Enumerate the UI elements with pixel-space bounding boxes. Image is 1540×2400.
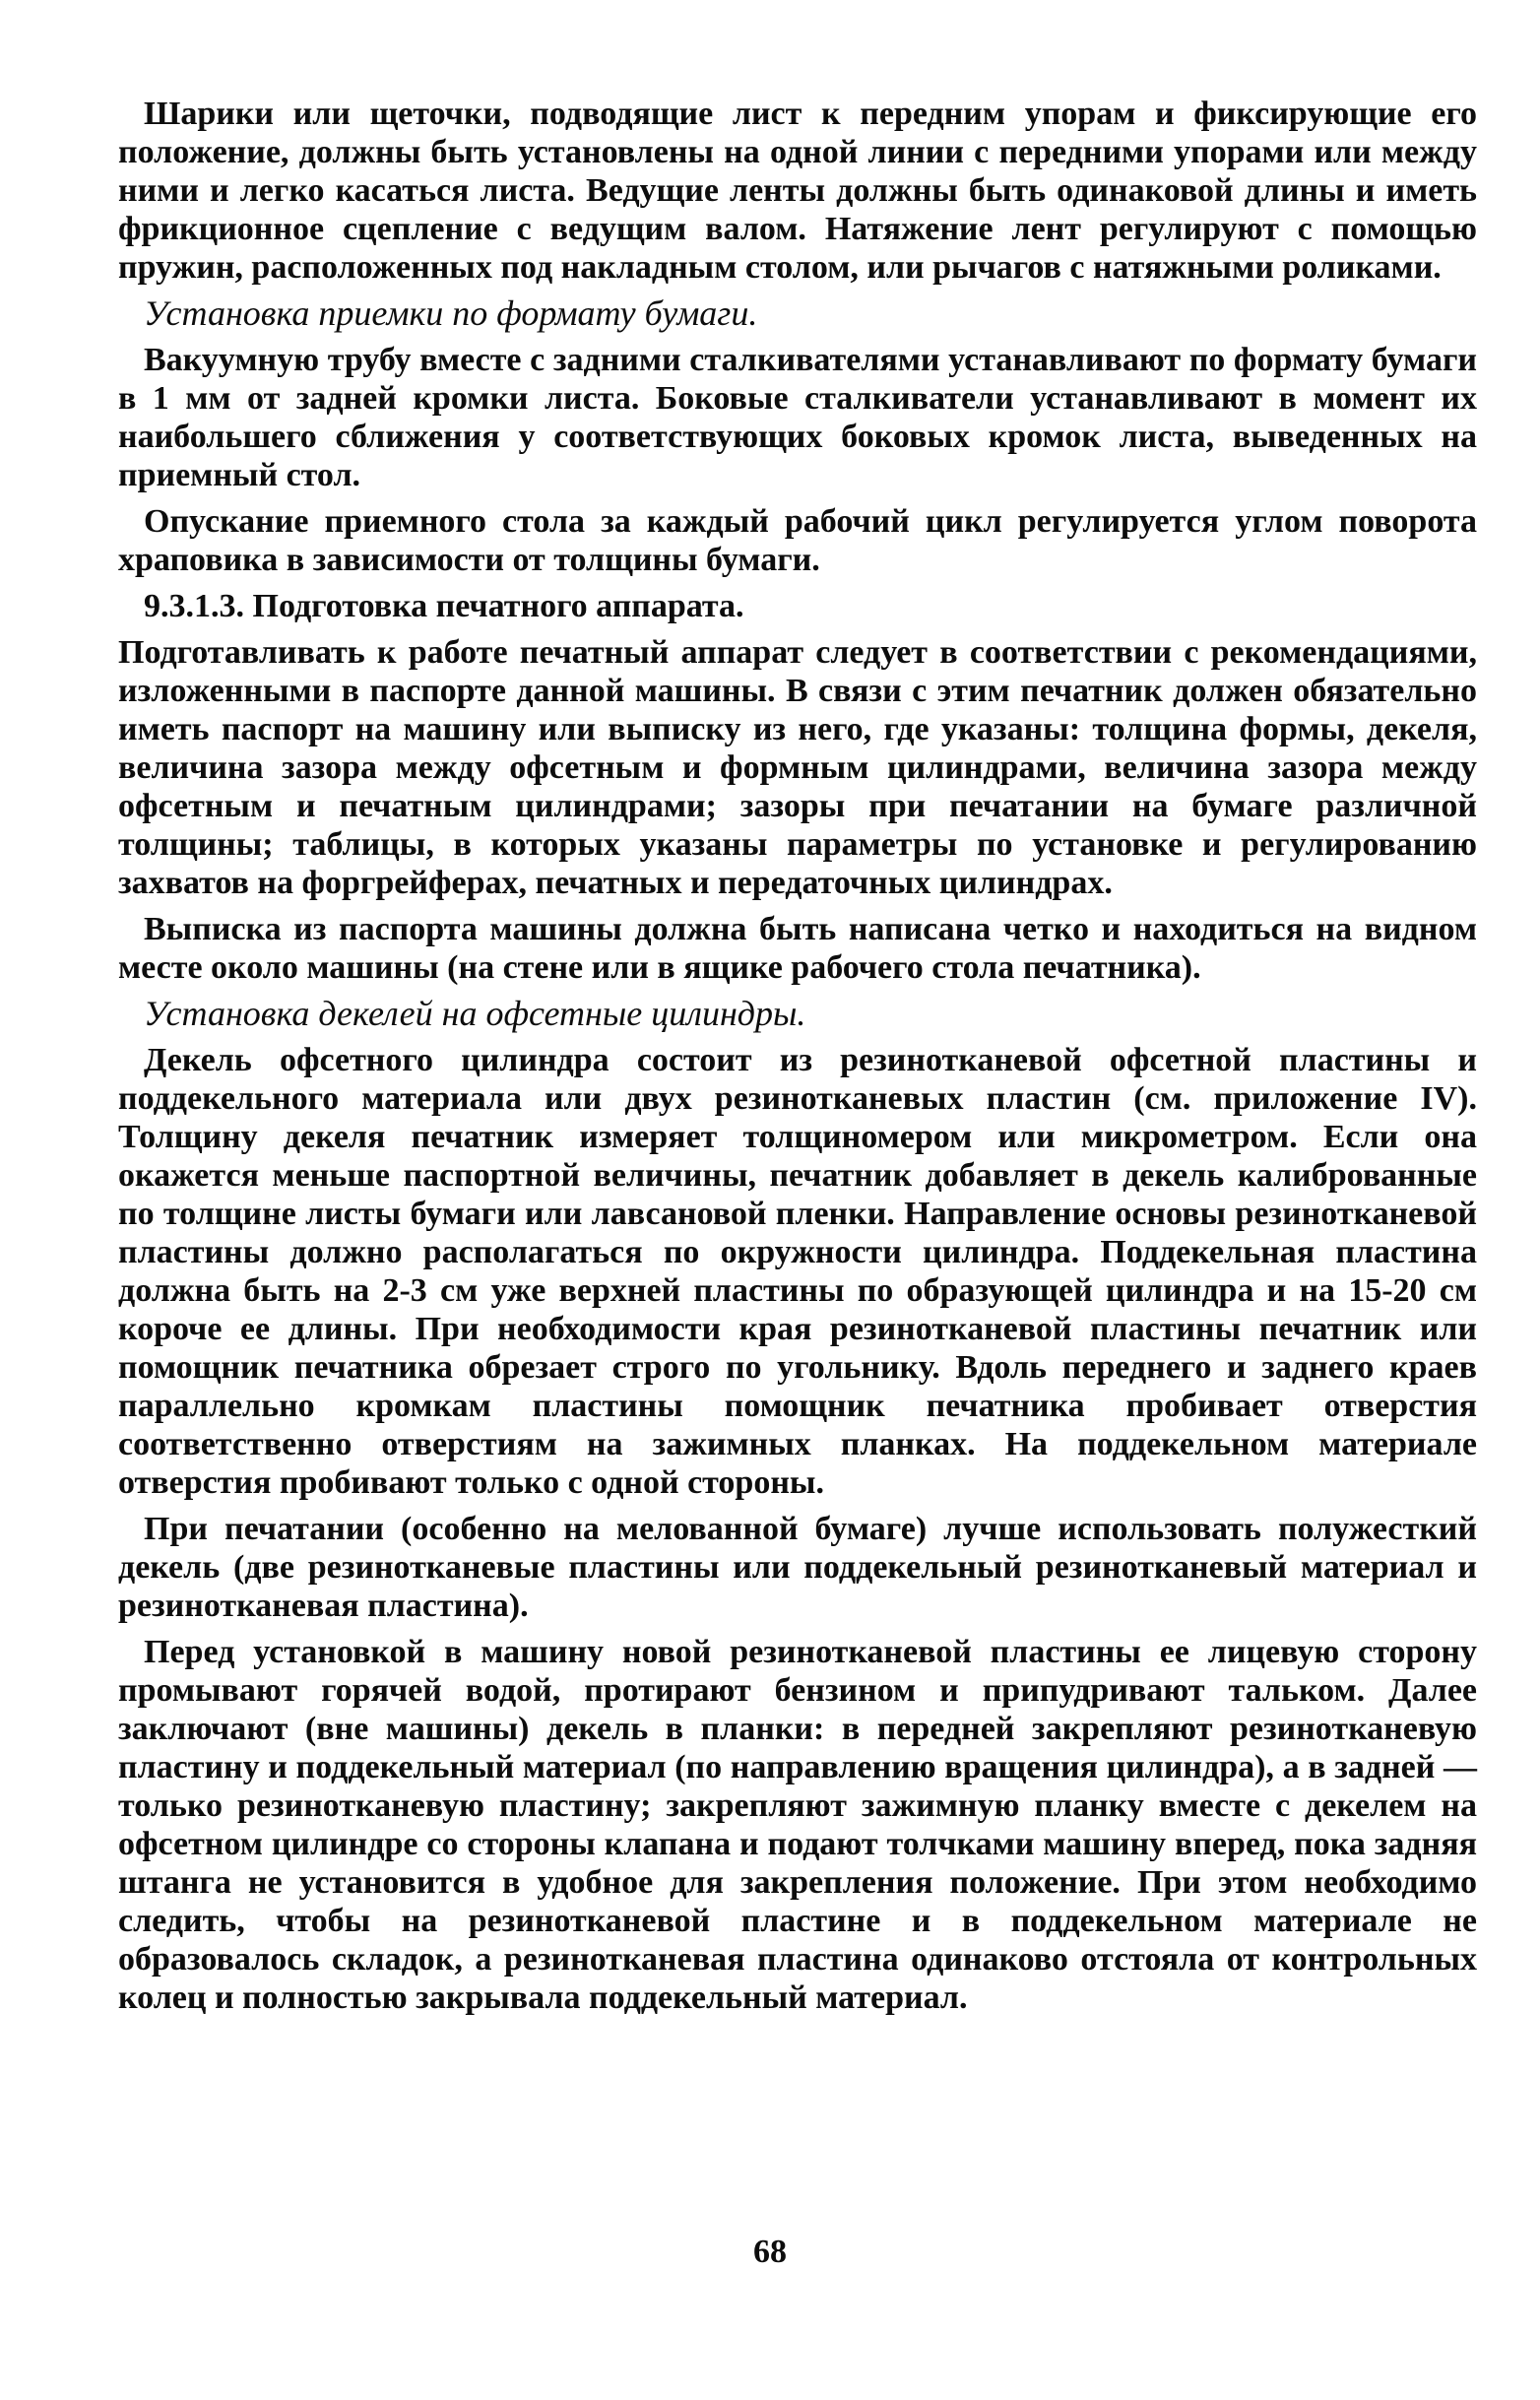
paragraph: Опускание приемного стола за каждый рабочий цикл регулируется углом поворота храповика в зависимости от толщины бумаги.: [118, 503, 1477, 578]
section-heading: Установка декелей на офсетные цилиндры.: [144, 994, 806, 1033]
page-number: 68: [753, 2234, 787, 2270]
section-heading: Установка приемки по формату бумаги.: [144, 293, 758, 333]
paragraph: Подготавливать к работе печатный аппарат следует в соответствии с рекомендациями, изложенными в паспорте данной машины. В связи с этим печатник должен обязательно иметь паспорт на машину или выписку из него, где указаны: толщина формы, декеля, величина зазора между офсетным и формным цилиндрами, величина зазора между офсетным и печатным цилиндрами; зазоры при печатании на бумаге различной толщины; таблицы, в которых указаны параметры по установке и регулированию захватов на форгрейферах, печатных и передаточных цилиндрах.: [118, 634, 1477, 901]
paragraph: При печатании (особенно на мелованной бумаге) лучше использовать полужесткий декель (две резинотканевые пластины или поддекельный резинотканевый материал и резинотканевая пластина).: [118, 1511, 1477, 1624]
paragraph: Шарики или щеточки, подводящие лист к передним упорам и фиксирующие его положение, должны быть установлены на одной линии с передними упорами или между ними и легко касаться листа. Ведущие ленты должны быть одинаковой длины и иметь фрикционное сцепление с ведущим валом. Натяжение лент регулируют с помощью пружин, расположенных под накладным столом, или рычагов с натяжными роликами.: [118, 96, 1477, 286]
paragraph: Перед установкой в машину новой резинотканевой пластины ее лицевую сторону промывают горячей водой, протирают бензином и припудривают тальком. Далее заключают (вне машины) декель в планки: в передней закрепляют резинотканевую пластину и поддекельный материал (по направлению вращения цилиндра), а в задней — только резинотканевую пластину; закрепляют зажимную планку вместе с декелем на офсетном цилиндре со стороны клапана и подают толчками машину вперед, пока задняя штанга не установится в удобное для закрепления положение. При этом необходимо следить, чтобы на резинотканевой пластине и в поддекельном материале не образовалось складок, а резинотканевая пластина одинаково отстояла от контрольных колец и полностью закрывала поддекельный материал.: [118, 1634, 1477, 2016]
paragraph: Выписка из паспорта машины должна быть написана четко и находиться на видном месте около машины (на стене или в ящике рабочего стола печатника).: [118, 911, 1477, 986]
page-body: [118, 95, 1477, 2025]
numbered-section-heading: 9.3.1.3. Подготовка печатного аппарата.: [144, 588, 744, 624]
paragraph: Декель офсетного цилиндра состоит из резинотканевой офсетной пластины и поддекельного материала или двух резинотканевых пластин (см. приложение IV). Толщину декеля печатник измеряет толщиномером или микрометром. Если она окажется меньше паспортной величины, печатник добавляет в декель калиброванные по толщине листы бумаги или лавсановой пленки. Направление основы резинотканевой пластины должно располагаться по окружности цилиндра. Поддекельная пластина должна быть на 2-3 см уже верхней пластины по образующей цилиндра и на 15-20 см короче ее длины. При необходимости края резинотканевой пластины печатник или помощник печатника обрезает строго по угольнику. Вдоль переднего и заднего краев параллельно кромкам пластины помощник печатника пробивает отверстия соответственно отверстиям на зажимных планках. На поддекельном материале отверстия пробивают только с одной стороны.: [118, 1042, 1477, 1501]
paragraph: Вакуумную трубу вместе с задними сталкивателями устанавливают по формату бумаги в 1 мм от задней кромки листа. Боковые сталкиватели устанавливают в момент их наибольшего сближения у соответствующих боковых кромок листа, выведенных на приемный стол.: [118, 342, 1477, 493]
